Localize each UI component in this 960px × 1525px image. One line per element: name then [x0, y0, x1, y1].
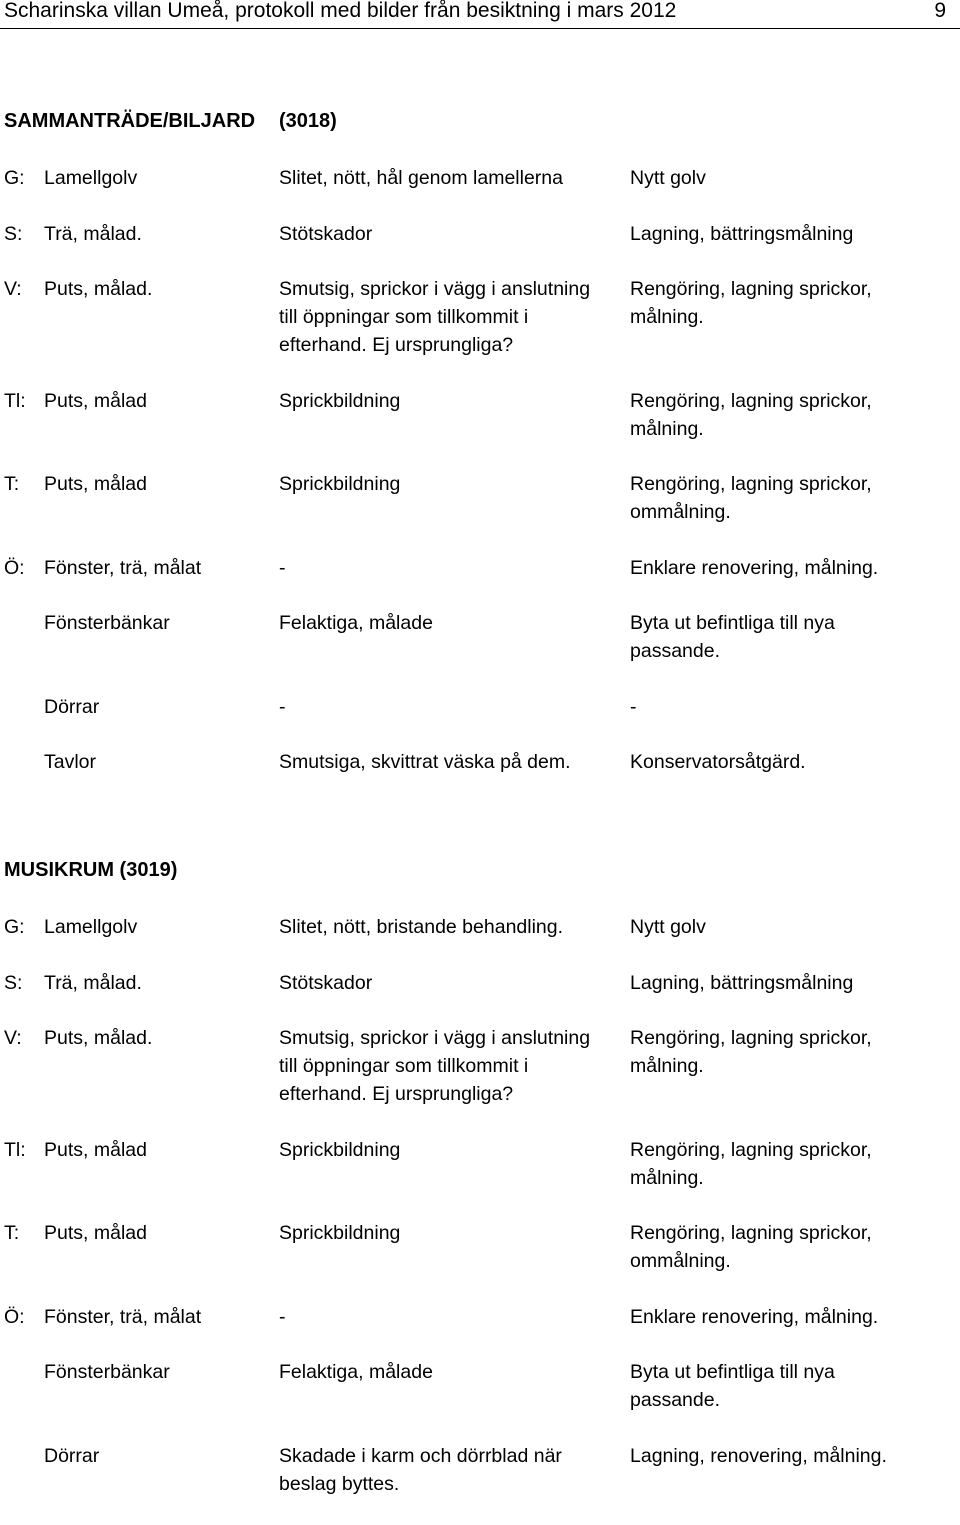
section-heading	[0, 109, 960, 133]
row-observation: -	[279, 556, 286, 579]
table-row	[0, 609, 960, 665]
table-row	[0, 387, 960, 443]
row-observation: Felaktiga, målade	[279, 612, 433, 634]
row-observation: Smutsiga, skvittrat väska på dem.	[279, 751, 571, 773]
row-action: Rengöring, lagning sprickor, målning.	[630, 1027, 872, 1077]
table-row	[0, 164, 960, 192]
row-observation: Sprickbildning	[279, 389, 401, 412]
row-action: Rengöring, lagning sprickor, ommålning.	[630, 473, 872, 523]
row-material: Fönsterbänkar	[44, 1361, 170, 1383]
row-observation: Sprickbildning	[279, 473, 401, 495]
table-row	[0, 1024, 960, 1108]
row-action: Rengöring, lagning sprickor, målning.	[630, 278, 872, 328]
section-sammantrade-biljard	[0, 109, 960, 804]
page-header	[0, 0, 960, 29]
row-material: Puts, målad	[44, 389, 147, 412]
row-observation: Smutsig, sprickor i vägg i anslutning till öppningar som tillkommit i efterhand. Ej ursprungliga?	[279, 1027, 591, 1105]
row-code: Tl:	[4, 1138, 26, 1161]
row-action: Nytt golv	[630, 916, 706, 938]
row-observation: Skadade i karm och dörrblad när beslag byttes.	[279, 1444, 562, 1495]
row-code: Tl:	[4, 389, 26, 412]
table-row	[0, 693, 960, 721]
inspection-rows	[0, 164, 960, 776]
row-action: -	[630, 695, 637, 718]
table-row	[0, 748, 960, 776]
row-code: T:	[4, 1222, 20, 1244]
table-row	[0, 554, 960, 582]
row-action: Nytt golv	[630, 167, 706, 189]
row-code: S:	[4, 222, 23, 245]
page-number: 9	[934, 0, 946, 22]
section-musikrum	[0, 858, 960, 1525]
row-material: Fönster, trä, målat	[44, 556, 202, 579]
row-observation: Stötskador	[279, 971, 373, 994]
table-row	[0, 913, 960, 941]
row-material: Puts, målad.	[44, 1027, 153, 1049]
row-code: Ö:	[4, 1305, 25, 1328]
row-action: Lagning, bättringsmålning	[630, 971, 854, 994]
row-material: Tavlor	[44, 751, 97, 773]
row-action: Enklare renovering, målning.	[630, 556, 879, 579]
section-name: SAMMANTRÄDE/BILJARD	[4, 110, 256, 132]
row-material: Puts, målad	[44, 473, 147, 495]
table-row	[0, 1442, 960, 1498]
row-material: Puts, målad.	[44, 278, 153, 300]
row-observation: Smutsig, sprickor i vägg i anslutning till öppningar som tillkommit i efterhand. Ej ursprungliga?	[279, 278, 591, 356]
row-material: Trä, målad.	[44, 222, 142, 245]
row-action: Byta ut befintliga till nya passande.	[630, 612, 835, 662]
row-code: V:	[4, 278, 22, 300]
table-row	[0, 220, 960, 248]
row-observation: -	[279, 695, 286, 718]
row-code: V:	[4, 1027, 22, 1049]
row-material: Trä, målad.	[44, 971, 142, 994]
row-action: Lagning, renovering, målning.	[630, 1444, 887, 1467]
row-code: Ö:	[4, 556, 25, 579]
row-action: Lagning, bättringsmålning	[630, 222, 854, 245]
table-row	[0, 1358, 960, 1414]
row-material: Fönster, trä, målat	[44, 1305, 202, 1328]
section-code: (3018)	[279, 110, 337, 132]
row-observation: Felaktiga, målade	[279, 1361, 433, 1383]
row-observation: Sprickbildning	[279, 1222, 401, 1244]
section-name: MUSIKRUM (3019)	[4, 859, 178, 881]
row-action: Byta ut befintliga till nya passande.	[630, 1361, 835, 1411]
row-action: Rengöring, lagning sprickor, målning.	[630, 1138, 872, 1189]
row-material: Dörrar	[44, 1444, 100, 1467]
document-title: Scharinska villan Umeå, protokoll med bilder från besiktning i mars 2012	[4, 0, 677, 22]
row-material: Puts, målad	[44, 1222, 147, 1244]
row-action: Rengöring, lagning sprickor, ommålning.	[630, 1222, 872, 1272]
inspection-rows	[0, 913, 960, 1498]
row-observation: Stötskador	[279, 222, 373, 245]
row-material: Lamellgolv	[44, 916, 138, 938]
row-material: Fönsterbänkar	[44, 612, 170, 634]
row-observation: -	[279, 1305, 286, 1328]
row-code: T:	[4, 473, 20, 495]
row-action: Rengöring, lagning sprickor, målning.	[630, 389, 872, 440]
row-code: S:	[4, 971, 23, 994]
row-material: Dörrar	[44, 695, 100, 718]
table-row	[0, 1219, 960, 1275]
table-row	[0, 969, 960, 997]
row-action: Enklare renovering, målning.	[630, 1305, 879, 1328]
table-row	[0, 275, 960, 359]
row-observation: Slitet, nött, hål genom lamellerna	[279, 167, 563, 189]
row-material: Lamellgolv	[44, 167, 138, 189]
table-row	[0, 1303, 960, 1331]
section-heading	[0, 858, 960, 882]
row-observation: Sprickbildning	[279, 1138, 401, 1161]
table-row	[0, 1136, 960, 1192]
row-code: G:	[4, 916, 25, 938]
row-action: Konservatorsåtgärd.	[630, 751, 806, 773]
table-row	[0, 470, 960, 526]
row-observation: Slitet, nött, bristande behandling.	[279, 916, 564, 938]
row-material: Puts, målad	[44, 1138, 147, 1161]
row-code: G:	[4, 167, 25, 189]
